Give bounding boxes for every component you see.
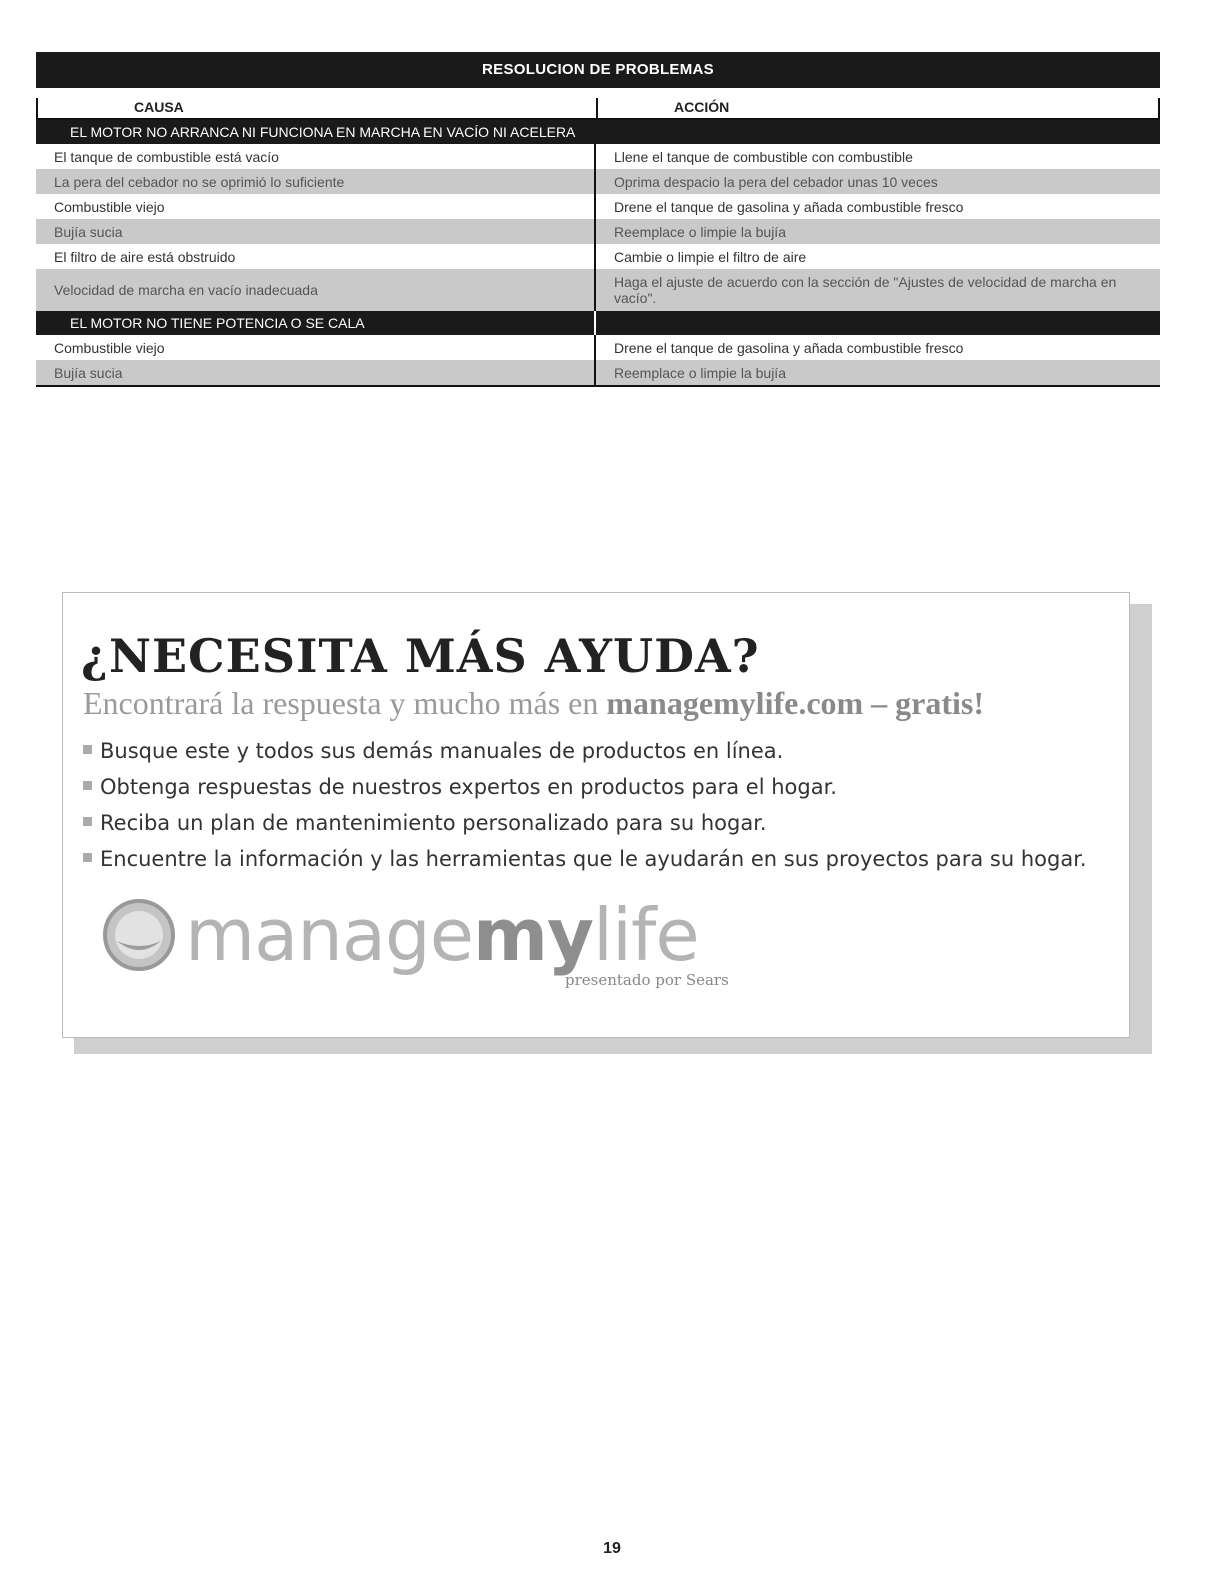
help-bullet-list [83, 733, 1087, 877]
table-bottom-rule [36, 385, 1160, 387]
logo-byline: presentado por Sears [565, 971, 729, 989]
cause-cell: Bujía sucia [36, 219, 596, 244]
help-subtitle-link: managemylife.com – gratis! [606, 685, 985, 721]
cause-cell: Velocidad de marcha en vacío inadecuada [36, 269, 596, 311]
bullet-icon [83, 781, 92, 790]
bullet-text: Encuentre la información y las herramientas que le ayudarán en sus proyectos para su hogar. [100, 847, 1087, 871]
bullet-icon [83, 745, 92, 754]
table-row [36, 244, 1160, 269]
table-row [36, 335, 1160, 360]
cause-cell: Combustible viejo [36, 335, 596, 360]
table-row [36, 194, 1160, 219]
table-row [36, 219, 1160, 244]
help-box-shadow [1130, 604, 1152, 1052]
list-item [83, 805, 1087, 841]
column-header-cause: CAUSA [38, 98, 598, 118]
table-title: RESOLUCION DE PROBLEMAS [36, 52, 1160, 88]
action-cell: Drene el tanque de gasolina y añada combustible fresco [614, 339, 964, 356]
table-row [36, 169, 1160, 194]
section-title: EL MOTOR NO TIENE POTENCIA O SE CALA [36, 311, 596, 335]
help-title: ¿NECESITA MÁS AYUDA? [81, 629, 760, 683]
column-header-action: ACCIÓN [674, 99, 730, 115]
cause-cell: La pera del cebador no se oprimió lo suficiente [36, 169, 596, 194]
globe-icon [101, 897, 177, 973]
bullet-icon [83, 853, 92, 862]
cause-cell: El tanque de combustible está vacío [36, 144, 596, 169]
action-cell: Llene el tanque de combustible con combustible [614, 148, 913, 165]
managemylife-logo [101, 895, 699, 975]
list-item [83, 769, 1087, 805]
section-title-bar [36, 311, 1160, 335]
bullet-text: Reciba un plan de mantenimiento personalizado para su hogar. [100, 811, 767, 835]
table-row [36, 144, 1160, 169]
bullet-text: Busque este y todos sus demás manuales de productos en línea. [100, 739, 784, 763]
help-box-shadow [74, 1038, 1152, 1054]
action-cell: Oprima despacio la pera del cebador unas 10 veces [614, 173, 938, 190]
table-row [36, 360, 1160, 385]
section-title: EL MOTOR NO ARRANCA NI FUNCIONA EN MARCHA EN VACÍO NI ACELERA [36, 120, 1160, 144]
help-subtitle-lead: Encontrará la respuesta y mucho más en [83, 685, 607, 721]
bullet-icon [83, 817, 92, 826]
cause-cell: Bujía sucia [36, 360, 596, 385]
action-cell: Reemplace o limpie la bujía [614, 364, 786, 381]
action-cell: Haga el ajuste de acuerdo con la sección de "Ajustes de velocidad de marcha en vacío". [614, 274, 1117, 306]
troubleshooting-table [36, 52, 1160, 387]
help-box [62, 592, 1130, 1038]
list-item [83, 841, 1087, 877]
logo-wordmark: managemylife [185, 893, 699, 977]
table-row [36, 269, 1160, 311]
table-header [36, 98, 1160, 120]
page-number: 19 [603, 1540, 621, 1557]
help-subtitle [83, 685, 984, 722]
action-cell: Drene el tanque de gasolina y añada combustible fresco [614, 198, 964, 215]
action-cell: Reemplace o limpie la bujía [614, 223, 786, 240]
bullet-text: Obtenga respuestas de nuestros expertos en productos para el hogar. [100, 775, 837, 799]
cause-cell: El filtro de aire está obstruido [36, 244, 596, 269]
cause-cell: Combustible viejo [36, 194, 596, 219]
list-item [83, 733, 1087, 769]
action-cell: Cambie o limpie el filtro de aire [614, 248, 807, 265]
